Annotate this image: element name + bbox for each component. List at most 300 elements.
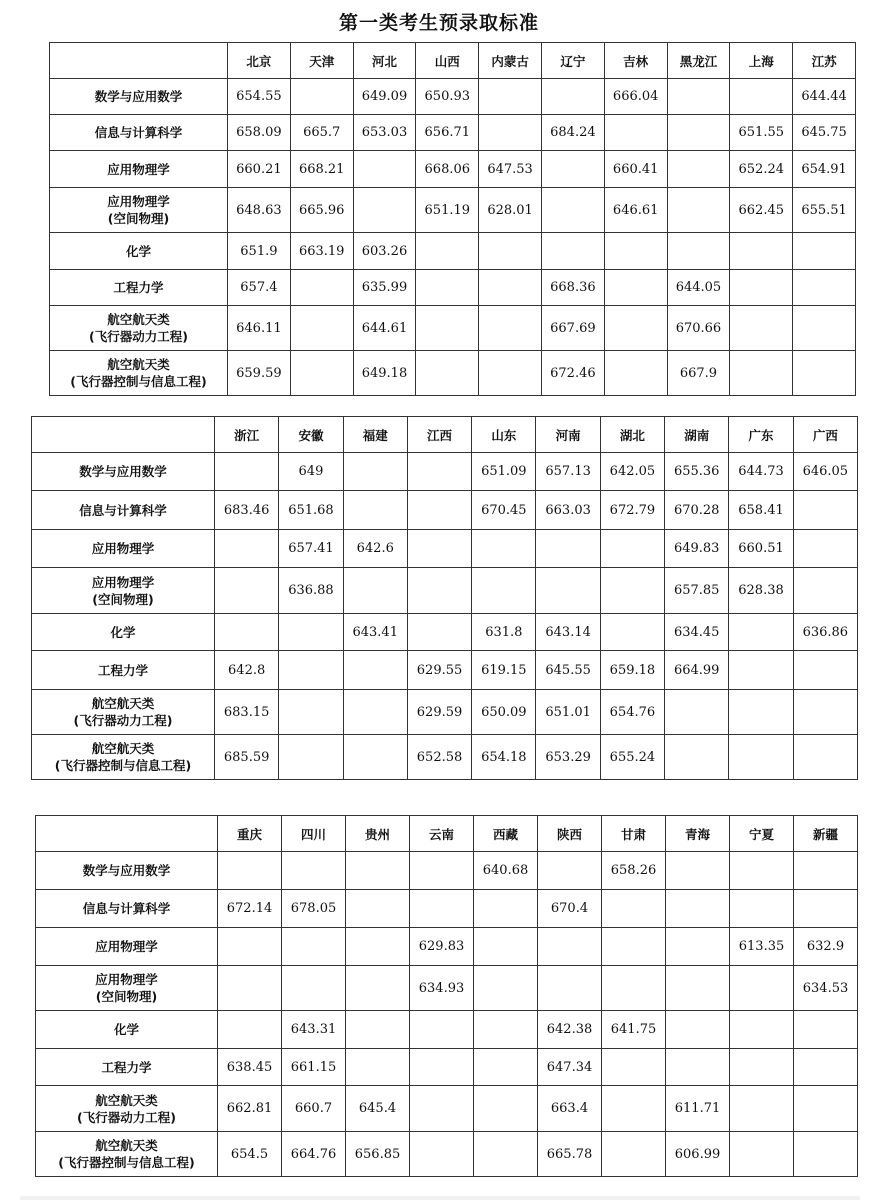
score-cell: 667.9 [667,351,730,396]
province-header: 河南 [536,417,600,453]
score-cell [730,890,794,928]
score-cell [416,351,479,396]
score-cell [730,1049,794,1086]
score-cell [730,306,793,351]
score-cell: 660.41 [604,151,667,188]
score-cell: 643.14 [536,614,600,651]
score-cell: 636.88 [279,568,343,614]
score-table-2 [31,416,858,780]
table-row [50,306,856,351]
score-cell [474,966,538,1011]
score-cell [472,568,536,614]
score-cell [666,966,730,1011]
score-cell [666,928,730,966]
score-cell [282,928,346,966]
subject-cell [36,1132,218,1177]
province-header: 天津 [290,43,353,79]
table-row [32,735,858,780]
score-cell: 635.99 [353,270,416,306]
score-cell: 647.53 [479,151,542,188]
subject-label: 数学与应用数学 [82,863,171,878]
score-cell: 657.13 [536,453,600,491]
subject-label: 工程力学 [97,662,148,678]
score-cell: 636.86 [793,614,857,651]
score-cell [794,1011,858,1049]
score-cell [346,852,410,890]
subject-label: 应用物理学 [107,161,170,177]
score-cell: 665.96 [290,188,353,233]
score-cell: 670.28 [665,491,729,530]
subject-cell [36,1086,218,1132]
table-row [36,1049,858,1086]
score-cell: 670.45 [472,491,536,530]
score-cell: 665.78 [538,1132,602,1177]
subject-label: 应用物理学 [95,939,158,954]
score-cell: 644.73 [729,453,793,491]
province-header: 湖南 [665,417,729,453]
score-table-3 [35,815,858,1177]
table-row [50,79,856,115]
score-cell: 651.68 [279,491,343,530]
score-cell [218,1011,282,1049]
score-cell: 643.41 [343,614,407,651]
score-cell [793,351,856,396]
score-cell [667,79,730,115]
province-header: 贵州 [346,816,410,852]
score-cell: 628.01 [479,188,542,233]
score-cell [600,530,664,568]
score-cell [602,1049,666,1086]
score-cell [730,852,794,890]
score-cell: 678.05 [282,890,346,928]
score-cell [541,188,604,233]
subject-cell [32,568,215,614]
score-cell: 642.05 [600,453,664,491]
score-cell [538,966,602,1011]
score-cell: 646.61 [604,188,667,233]
province-header: 青海 [666,816,730,852]
score-cell: 685.59 [215,735,279,780]
table-row [36,1086,858,1132]
score-cell: 646.11 [228,306,291,351]
province-header: 甘肃 [602,816,666,852]
score-cell [730,351,793,396]
score-cell [536,530,600,568]
province-header: 福建 [343,417,407,453]
table-header-row [50,43,856,79]
score-cell: 631.8 [472,614,536,651]
score-cell: 645.4 [346,1086,410,1132]
score-cell [793,568,857,614]
score-cell [474,890,538,928]
score-cell: 654.5 [218,1132,282,1177]
score-cell [218,928,282,966]
score-cell: 644.44 [793,79,856,115]
score-cell [343,453,407,491]
score-cell: 642.38 [538,1011,602,1049]
table-row [32,568,858,614]
score-cell: 647.34 [538,1049,602,1086]
score-cell [479,270,542,306]
score-cell: 641.75 [602,1011,666,1049]
table-row [36,928,858,966]
score-cell: 656.85 [346,1132,410,1177]
score-cell [604,351,667,396]
score-cell: 645.55 [536,651,600,690]
province-header: 西藏 [474,816,538,852]
score-cell: 662.81 [218,1086,282,1132]
subject-label: 化学 [110,624,136,640]
score-cell: 629.59 [407,690,471,735]
score-cell [410,890,474,928]
subject-cell [36,1049,218,1086]
subject-label: (飞行器动力工程) [77,1109,176,1125]
score-cell [729,735,793,780]
score-cell [793,690,857,735]
province-header: 湖北 [600,417,664,453]
score-cell: 650.93 [416,79,479,115]
score-cell [729,651,793,690]
province-header: 宁夏 [730,816,794,852]
score-cell [290,306,353,351]
score-cell [602,1086,666,1132]
score-cell [479,79,542,115]
score-cell [793,270,856,306]
score-cell [730,233,793,270]
score-cell: 652.58 [407,735,471,780]
table-row [32,453,858,491]
subject-label: 数学与应用数学 [94,89,183,104]
subject-label: (飞行器控制与信息工程) [70,374,207,389]
score-cell [479,233,542,270]
score-cell [794,1086,858,1132]
subject-cell [36,1011,218,1049]
score-cell: 651.01 [536,690,600,735]
score-cell [602,966,666,1011]
score-cell [541,79,604,115]
subject-cell [36,852,218,890]
score-cell [538,852,602,890]
score-cell: 642.8 [215,651,279,690]
score-cell [793,735,857,780]
subject-label: 化学 [113,1022,139,1037]
score-cell: 672.14 [218,890,282,928]
score-cell: 684.24 [541,115,604,151]
score-cell: 651.9 [228,233,291,270]
province-header: 广东 [729,417,793,453]
province-header: 黑龙江 [667,43,730,79]
subject-label: (空间物理) [92,591,154,607]
table-row [50,188,856,233]
score-cell [666,890,730,928]
subject-label: 航空航天类 [91,741,155,756]
score-cell [794,852,858,890]
subject-label: 信息与计算科学 [79,502,167,518]
score-cell: 659.59 [228,351,291,396]
score-cell: 668.21 [290,151,353,188]
subject-cell [32,491,215,530]
score-cell: 634.93 [410,966,474,1011]
score-cell [407,453,471,491]
score-cell: 656.71 [416,115,479,151]
score-cell [794,890,858,928]
score-cell: 649.83 [665,530,729,568]
subject-cell [50,306,228,351]
score-cell [793,651,857,690]
score-cell [343,690,407,735]
score-cell [407,568,471,614]
score-cell: 634.45 [665,614,729,651]
score-cell [665,690,729,735]
subject-cell [50,270,228,306]
province-header: 安徽 [279,417,343,453]
subject-label: (飞行器动力工程) [89,329,188,344]
subject-cell [50,151,228,188]
score-cell: 643.31 [282,1011,346,1049]
score-cell [215,568,279,614]
table-header-row [32,417,858,453]
table-row [36,1011,858,1049]
score-cell: 657.41 [279,530,343,568]
subject-label: 工程力学 [113,280,164,295]
score-cell [346,928,410,966]
score-cell [410,1011,474,1049]
score-cell [416,270,479,306]
table-row [50,151,856,188]
score-cell [604,115,667,151]
score-cell [343,651,407,690]
score-cell [665,735,729,780]
subject-label: 数学与应用数学 [79,464,167,479]
score-cell: 634.53 [794,966,858,1011]
table-row [36,966,858,1011]
score-cell: 606.99 [666,1132,730,1177]
score-cell [407,614,471,651]
score-cell: 603.26 [353,233,416,270]
score-cell: 629.83 [410,928,474,966]
score-cell: 683.46 [215,491,279,530]
score-cell [729,614,793,651]
score-cell [667,233,730,270]
score-cell [416,306,479,351]
subject-cell [50,115,228,151]
province-header: 吉林 [604,43,667,79]
score-cell [343,735,407,780]
score-cell [667,151,730,188]
subject-label: 航空航天类 [91,696,155,711]
score-cell: 670.66 [667,306,730,351]
score-cell: 664.76 [282,1132,346,1177]
table-row [32,614,858,651]
score-cell [410,1049,474,1086]
table-row [36,890,858,928]
score-cell [279,690,343,735]
header-corner-cell [50,43,228,79]
subject-label: (飞行器控制与信息工程) [54,758,192,773]
score-cell [290,79,353,115]
score-cell [666,1011,730,1049]
score-cell: 657.85 [665,568,729,614]
score-cell: 658.09 [228,115,291,151]
subject-label: 航空航天类 [95,1138,158,1153]
score-cell [474,928,538,966]
score-cell: 649.18 [353,351,416,396]
page-title: 第一类考生预录取标准 [338,12,539,34]
score-cell [793,530,857,568]
score-cell: 661.15 [282,1049,346,1086]
province-header: 陕西 [538,816,602,852]
score-cell: 632.9 [794,928,858,966]
score-cell [346,890,410,928]
score-cell [793,306,856,351]
table-row [32,651,858,690]
subject-label: 应用物理学 [107,194,170,209]
score-cell [218,852,282,890]
subject-cell [50,79,228,115]
score-cell [407,530,471,568]
score-cell [410,1132,474,1177]
score-cell: 640.68 [474,852,538,890]
score-cell [666,852,730,890]
score-cell [343,568,407,614]
score-cell: 664.99 [665,651,729,690]
score-cell [353,151,416,188]
province-header: 河北 [353,43,416,79]
score-cell: 651.55 [730,115,793,151]
province-header: 辽宁 [541,43,604,79]
score-cell [602,890,666,928]
score-cell [215,453,279,491]
score-cell [346,1049,410,1086]
score-cell: 660.7 [282,1086,346,1132]
score-cell [538,928,602,966]
subject-cell [32,735,215,780]
score-cell [407,491,471,530]
header-corner-cell [36,816,218,852]
score-cell [667,115,730,151]
subject-cell [32,614,215,651]
score-cell: 649.09 [353,79,416,115]
table-row [50,115,856,151]
score-cell [474,1011,538,1049]
score-cell: 654.76 [600,690,664,735]
score-cell: 645.75 [793,115,856,151]
province-header: 云南 [410,816,474,852]
score-cell: 659.18 [600,651,664,690]
province-header: 内蒙古 [479,43,542,79]
score-cell: 672.79 [600,491,664,530]
subject-cell [36,890,218,928]
score-cell [666,1049,730,1086]
subject-label: 信息与计算科学 [94,125,183,140]
score-cell: 663.03 [536,491,600,530]
table-row [32,530,858,568]
score-cell [279,614,343,651]
score-cell: 658.26 [602,852,666,890]
score-cell: 662.45 [730,188,793,233]
province-header: 北京 [228,43,291,79]
score-cell: 683.15 [215,690,279,735]
score-cell: 654.55 [228,79,291,115]
subject-label: 化学 [125,243,151,259]
score-cell [602,928,666,966]
score-cell: 653.03 [353,115,416,151]
score-cell [474,1086,538,1132]
score-cell [218,966,282,1011]
score-cell [604,306,667,351]
score-cell [474,1049,538,1086]
subject-label: 应用物理学 [91,574,155,590]
score-cell [600,568,664,614]
score-cell [479,306,542,351]
score-cell: 655.24 [600,735,664,780]
score-cell [730,966,794,1011]
province-header: 四川 [282,816,346,852]
header-corner-cell [32,417,215,453]
score-cell [416,233,479,270]
score-cell [730,1132,794,1177]
score-cell [479,115,542,151]
table-row [50,233,856,270]
score-cell: 650.09 [472,690,536,735]
score-cell [353,188,416,233]
score-cell [290,351,353,396]
subject-label: 工程力学 [101,1059,152,1075]
score-cell [346,966,410,1011]
score-cell: 657.4 [228,270,291,306]
province-header: 浙江 [215,417,279,453]
province-header: 广西 [793,417,857,453]
score-cell: 613.35 [730,928,794,966]
subject-label: (飞行器动力工程) [73,713,173,728]
score-cell: 655.51 [793,188,856,233]
province-header: 江西 [407,417,471,453]
score-cell [541,151,604,188]
province-header: 山东 [472,417,536,453]
page-footer-strip [20,1196,860,1200]
province-header: 新疆 [794,816,858,852]
score-cell [667,188,730,233]
score-cell [730,1086,794,1132]
score-cell [793,233,856,270]
province-header: 江苏 [793,43,856,79]
score-cell: 642.6 [343,530,407,568]
score-cell: 668.06 [416,151,479,188]
score-cell [794,1049,858,1086]
score-cell [730,270,793,306]
score-cell [215,614,279,651]
subject-label: 航空航天类 [107,357,170,372]
score-cell: 653.29 [536,735,600,780]
score-cell [536,568,600,614]
score-cell [279,651,343,690]
score-cell [600,614,664,651]
score-cell: 666.04 [604,79,667,115]
subject-label: (飞行器控制与信息工程) [58,1155,195,1170]
score-cell [343,491,407,530]
score-cell: 658.41 [729,491,793,530]
score-cell: 652.24 [730,151,793,188]
score-cell: 629.55 [407,651,471,690]
score-cell [602,1132,666,1177]
score-cell: 667.69 [541,306,604,351]
score-cell [794,1132,858,1177]
score-cell: 646.05 [793,453,857,491]
score-cell [410,1086,474,1132]
province-header: 山西 [416,43,479,79]
table-row [32,491,858,530]
table-row [36,852,858,890]
